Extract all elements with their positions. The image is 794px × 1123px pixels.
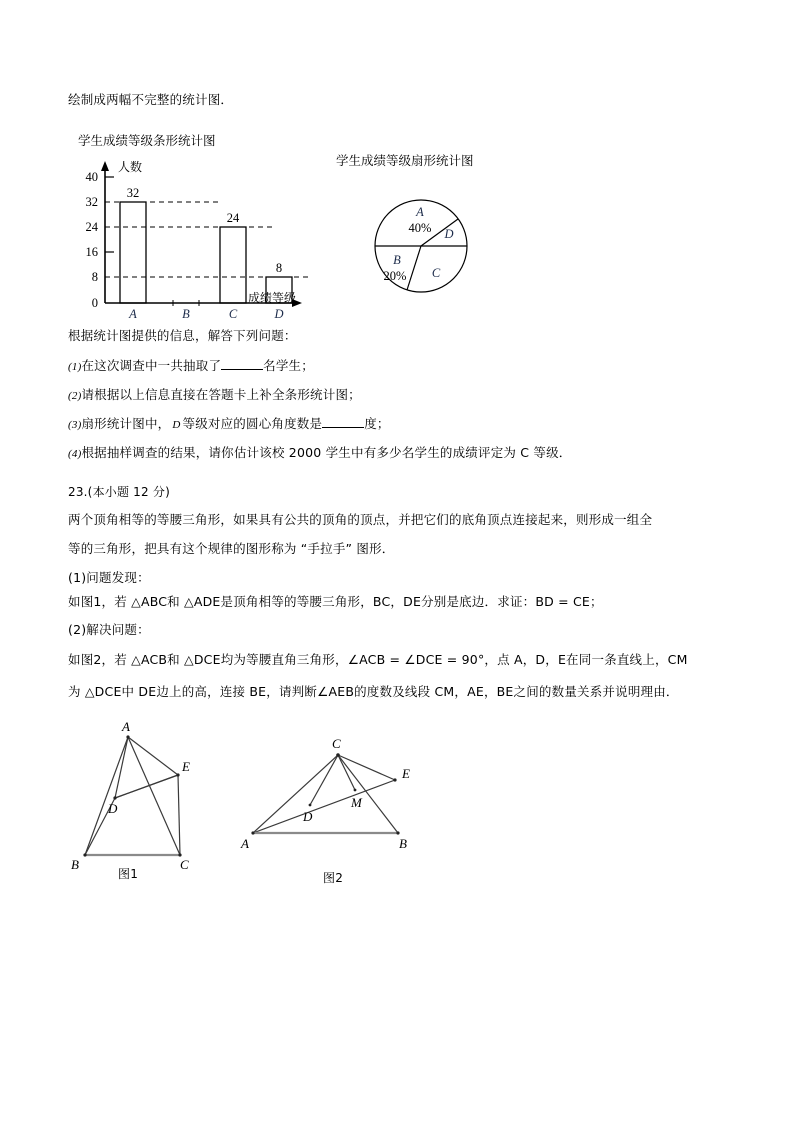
bar-label-A: 32 [126,186,140,200]
ytick-40: 40 [85,170,98,184]
question-3 [68,415,390,433]
question-4 [68,444,571,462]
fig2-line-CA [253,755,338,833]
ytick-8: 8 [91,270,98,284]
problem23-part2-line2: 为 △DCE中 DE边上的高，连接 BE，请判断∠AEB的度数及线段 CM，AE，BE之间的数量关系并说明理由． [68,684,679,699]
problem23-part1-text: 如图1，若 △ABC和 △ADE是顶角相等的等腰三角形，BC，DE分别是底边．求证：BD = CE； [68,594,603,609]
bar-chart [60,155,320,321]
problem23-body-line2: 等的三角形，把具有这个规律的图形称为 “手拉手” 图形． [68,541,395,556]
bar-chart-svg [60,155,320,321]
pie-percent-B: 20% [383,269,407,283]
question-4-number: (4) [68,448,82,460]
pie-label-D: D [444,227,454,241]
question-3-grade-D: D [172,419,181,431]
fig1-point-E [176,773,179,776]
ytick-24: 24 [85,220,98,234]
ytick-16: 16 [85,245,98,259]
fig1-vertex-label-D: D [108,801,118,816]
fig2-point-M [354,789,357,792]
fig1-vertex-label-B: B [71,857,79,872]
pie-chart [350,170,510,320]
fig1-line-AC [128,737,180,855]
fig1-point-B [83,853,86,856]
fig2-vertex-label-B: B [399,836,407,851]
question-3-mid: 等级对应的圆心角度数是 [182,416,323,431]
question-4-text: 根据抽样调查的结果，请你估计该校 2000 学生中有多少名学生的成绩评定为 C 等级． [81,445,572,460]
fig1-point-D [113,796,116,799]
xlabel-A: A [129,307,137,321]
question-2 [68,386,361,404]
problem23-header: 23.(本小题 12 分) [68,485,170,499]
intro-line: 绘制成两幅不完整的统计图． [68,92,234,107]
fig2-line-CE [338,755,395,780]
fig1-line-AE [128,737,178,775]
questions-prompt: 根据统计图提供的信息，解答下列问题： [68,328,297,343]
fig2-vertex-label-C: C [332,736,341,751]
xlabel-B: B [182,307,190,321]
pie-label-C: C [431,266,441,280]
bar-chart-title: 学生成绩等级条形统计图 [78,133,216,148]
figure-1-caption: 图1 [118,867,139,881]
fig2-line-CM [338,755,355,790]
figure-2 [215,715,435,890]
question-3-number: (3) [68,419,82,431]
y-axis-arrow [101,161,109,171]
fig2-point-B [396,831,399,834]
fig1-vertex-label-C: C [180,857,189,872]
fig2-point-E [393,778,396,781]
question-1-before: 在这次调查中一共抽取了 [81,358,222,373]
fig2-vertex-label-E: E [402,766,410,781]
figure-2-caption: 图2 [323,871,344,885]
ytick-32: 32 [85,195,98,209]
question-3-blank[interactable] [322,416,364,428]
problem23-part1-label: (1)问题发现： [68,570,150,585]
fig1-line-EC [178,775,180,855]
fig2-line-ADME [253,780,395,833]
problem23-body-line1: 两个顶角相等的等腰三角形，如果具有公共的顶角的顶点，并把它们的底角顶点连接起来，则形成一组全 [68,512,653,527]
question-2-number: (2) [68,390,82,402]
fig2-line-CB [338,755,398,833]
bar-C [220,227,246,303]
fig1-point-A [126,735,129,738]
fig2-vertex-label-M: M [351,795,362,810]
pie-divider-B-C [407,246,421,290]
pie-label-A: A [416,205,424,219]
pie-chart-svg [350,170,510,320]
question-1-blank[interactable] [221,358,263,370]
question-1 [68,357,314,375]
question-3-before: 扇形统计图中， [81,416,171,431]
fig1-vertex-label-E: E [182,759,190,774]
fig2-vertex-label-A: A [241,836,249,851]
pie-percent-A: 40% [408,221,432,235]
fig2-point-D [309,804,312,807]
fig2-point-A [251,831,254,834]
bar-A [120,202,146,303]
xlabel-C: C [228,307,238,321]
fig2-point-C [336,753,340,757]
fig2-line-CD [310,755,338,805]
y-axis-title: 人数 [118,160,143,174]
bar-label-C: 24 [226,211,240,225]
problem23-part2-line1: 如图2，若 △ACB和 △DCE均为等腰直角三角形，∠ACB = ∠DCE = 90°，点 A，D，E在同一条直线上，CM [68,652,688,667]
problem23-part2-label: (2)解决问题： [68,622,150,637]
fig1-vertex-label-A: A [122,719,130,734]
ytick-0: 0 [91,296,98,310]
pie-label-B: B [393,253,401,267]
question-2-text: 请根据以上信息直接在答题卡上补全条形统计图； [81,387,361,402]
bar-chart-xaxis-title: 成绩等级 [248,291,297,305]
question-1-number: (1) [68,361,82,373]
question-1-after: 名学生； [263,358,314,373]
question-3-after: 度； [364,416,390,431]
xlabel-D: D [274,307,284,321]
figure-2-svg [215,715,435,890]
bar-label-D: 8 [275,261,283,275]
fig2-vertex-label-D: D [303,809,313,824]
pie-chart-title: 学生成绩等级扇形统计图 [336,153,474,168]
